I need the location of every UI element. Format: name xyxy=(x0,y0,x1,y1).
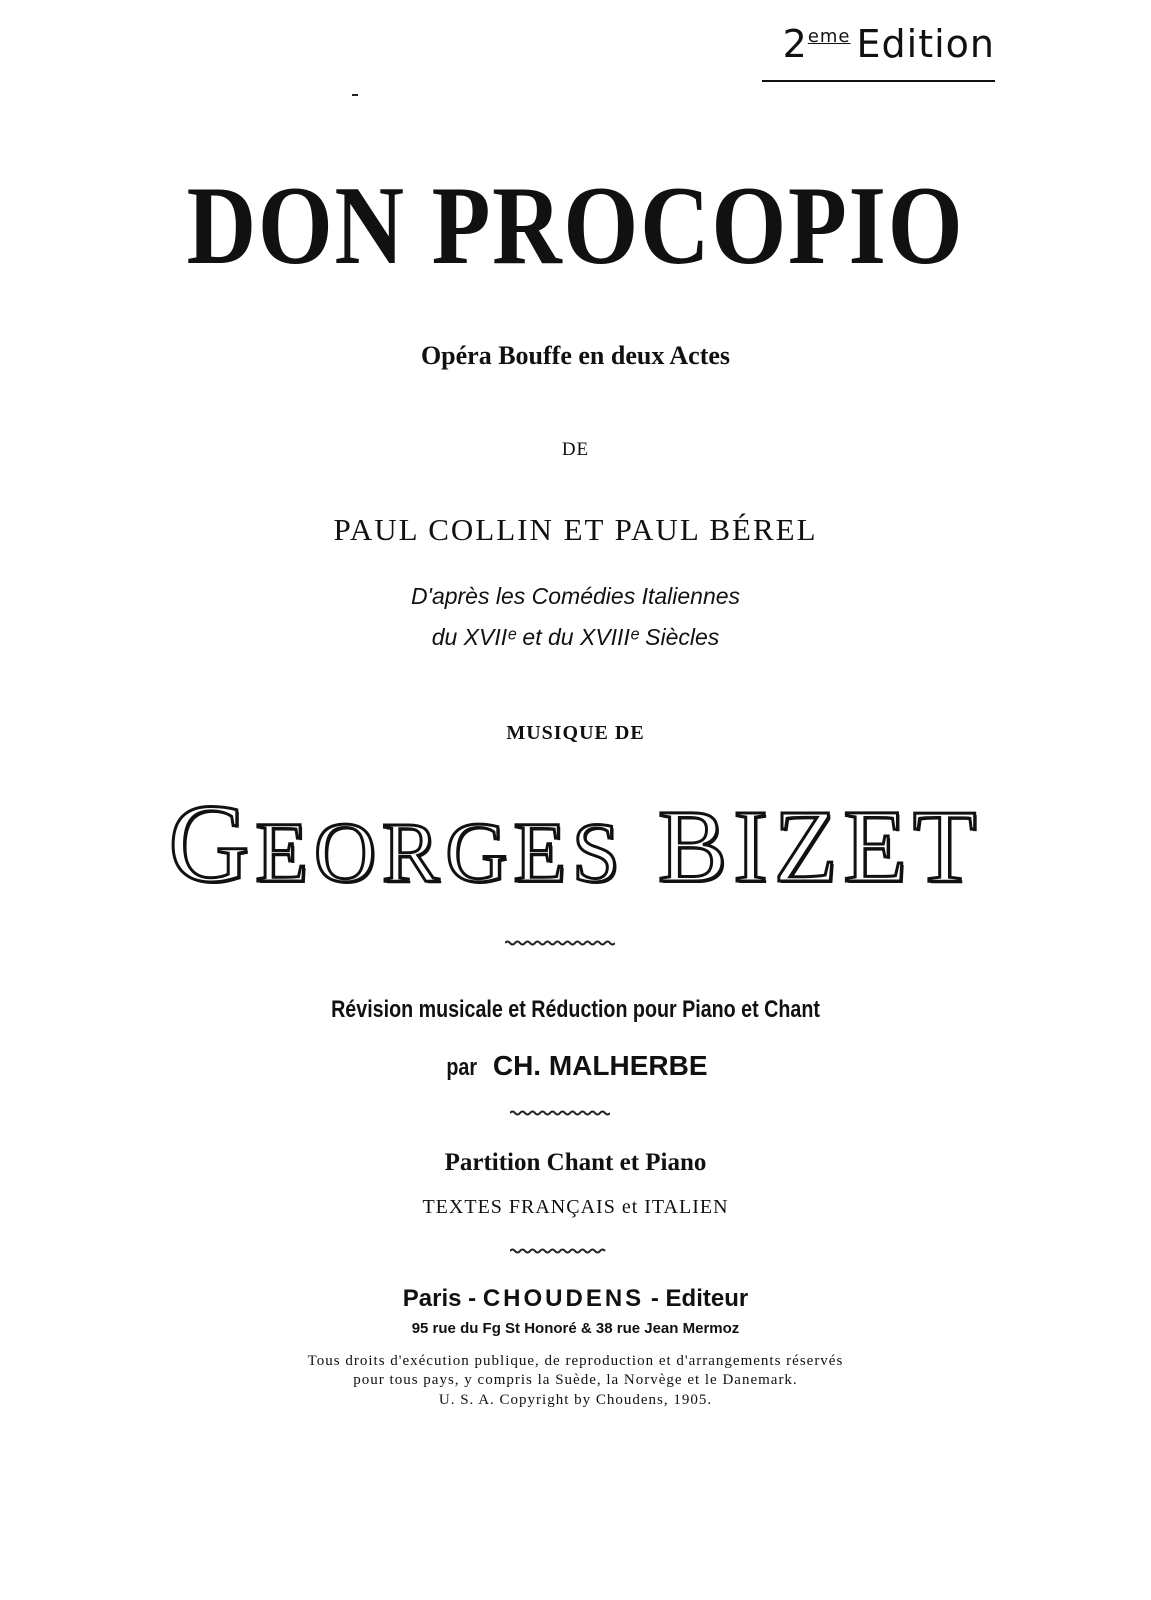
publisher-address: 95 rue du Fg St Honoré & 38 rue Jean Mermoz xyxy=(411,1320,740,1337)
publisher-city: Paris - xyxy=(402,1285,477,1312)
composer-first-rest: EORGES xyxy=(255,804,626,900)
copyright-line: U. S. A. Copyright by Choudens, 1905. xyxy=(438,1392,713,1408)
librettists: PAUL COLLIN ET PAUL BÉREL xyxy=(333,512,818,547)
work-subtitle: Opéra Bouffe en deux Actes xyxy=(420,341,731,370)
reducer-credit xyxy=(0,1052,1151,1080)
revision-credit: Révision musicale et Réduction pour Piano et Chant xyxy=(331,996,820,1023)
ornament-rule-2 xyxy=(510,1110,610,1116)
source-line-1: D'après les Comédies Italiennes xyxy=(410,583,741,609)
music-by-label: MUSIQUE DE xyxy=(506,722,645,744)
edition-label xyxy=(783,22,995,66)
edition-suffix: eme xyxy=(807,26,851,47)
reducer-par: par xyxy=(446,1054,478,1081)
print-mark xyxy=(352,94,358,96)
by-label: DE xyxy=(561,439,590,460)
edition-number: 2 xyxy=(782,22,808,66)
ornament-rule-3 xyxy=(510,1248,608,1254)
publisher-role: - Editeur xyxy=(650,1285,749,1312)
edition-word: Edition xyxy=(856,22,995,66)
ornament-rule-1 xyxy=(505,940,615,946)
publisher-name: CHOUDENS xyxy=(482,1285,645,1312)
composer-first-initial: G xyxy=(168,782,256,906)
score-type: Partition Chant et Piano xyxy=(444,1149,707,1176)
publisher-line xyxy=(0,1287,1151,1311)
reducer-name: CH. MALHERBE xyxy=(492,1050,708,1081)
page-title: DON PROCOPIO xyxy=(186,164,965,288)
languages: TEXTES FRANÇAIS et ITALIEN xyxy=(422,1196,729,1218)
composer-last-name: BIZET xyxy=(657,789,983,904)
edition-underline xyxy=(762,80,995,82)
source-line-2: du XVIIᵉ et du XVIIIᵉ Siècles xyxy=(431,624,720,650)
composer-name xyxy=(0,782,1151,906)
rights-line-1: Tous droits d'exécution publique, de reproduction et d'arrangements réservés xyxy=(307,1353,844,1369)
rights-line-2: pour tous pays, y compris la Suède, la Norvège et le Danemark. xyxy=(353,1372,798,1388)
